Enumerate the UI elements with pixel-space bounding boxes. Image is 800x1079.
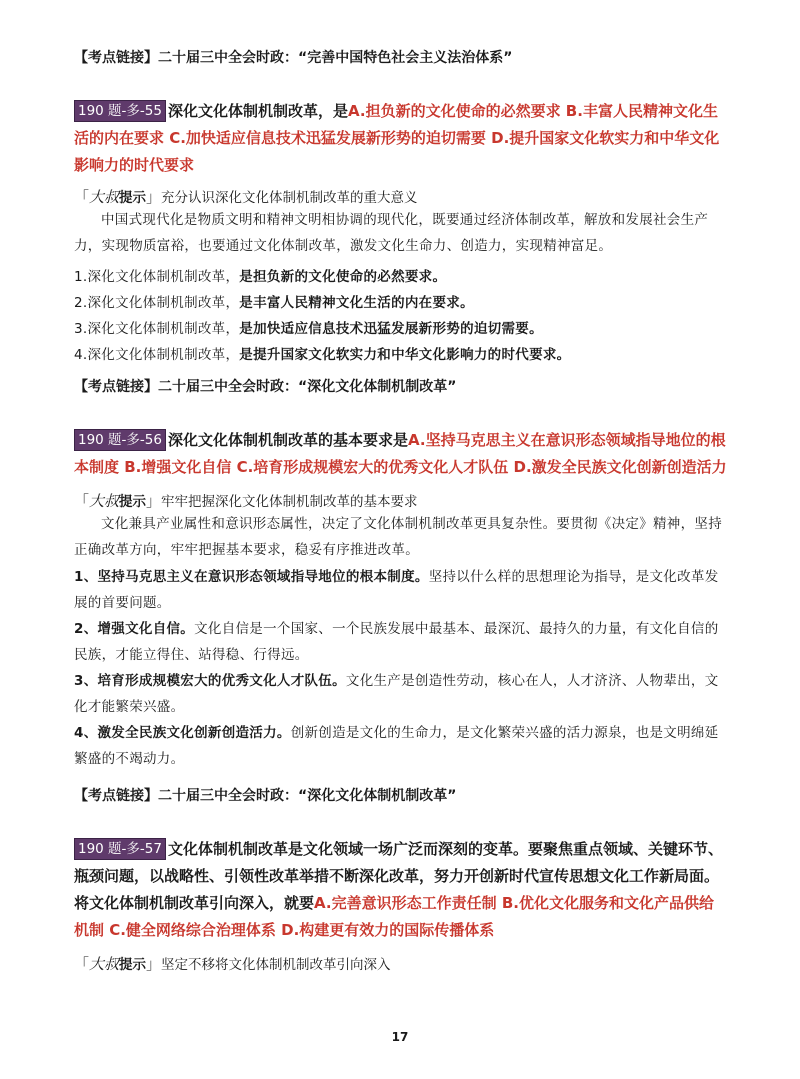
- tip-open-bracket: 「: [74, 955, 90, 973]
- intro-paragraph: 文化兼具产业属性和意识形态属性，决定了文化体制机制改革更具复杂性。要贯彻《决定》精神，坚持正确改革方向，牢牢把握基本要求，稳妥有序推进改革。: [74, 516, 722, 558]
- question-answer: A.担负新的文化使命的必然要求 B.丰富人民精神文化生活的内在要求 C.加快适应信息技术迅猛发展新形势的迫切需要 D.提升国家文化软实力和中华文化影响力的时代要求: [74, 102, 720, 174]
- exam-link-line: [74, 48, 512, 68]
- exam-link-line: [74, 786, 456, 806]
- link-prefix: 【考点链接】: [74, 788, 158, 804]
- tip-word: 提示: [119, 957, 147, 973]
- tip-word: 提示: [119, 494, 147, 510]
- item-prefix: 2.深化文化体制机制改革，: [74, 295, 240, 311]
- link-text: 二十届三中全会时政：“深化文化体制机制改革”: [158, 788, 457, 804]
- tip-open-bracket: 「: [74, 188, 90, 206]
- page-number: 17: [391, 1030, 409, 1044]
- item-prefix: 1.深化文化体制机制改革，: [74, 269, 240, 285]
- question-answer: A.完善意识形态工作责任制 B.优化文化服务和文化产品供给机制 C.健全网络综合治理体系 D.构建更有效力的国际传播体系: [74, 894, 714, 939]
- uncle-tip: [74, 953, 391, 976]
- item-bold: 是提升国家文化软实力和中华文化影响力的时代要求。: [239, 347, 571, 363]
- tip-name: 大叔: [89, 492, 120, 510]
- list-item: [74, 616, 728, 668]
- item-prefix: 3.深化文化体制机制改革，: [74, 321, 240, 337]
- item-text: 坚持以什么样的思想理论为指导，是文化改革发展的首要问题。: [74, 569, 719, 611]
- link-prefix: 【考点链接】: [74, 50, 158, 66]
- list-item: [74, 290, 728, 316]
- link-text: 二十届三中全会时政：“深化文化体制机制改革”: [158, 379, 457, 395]
- question-56: [74, 427, 728, 481]
- list-item: [74, 342, 728, 368]
- question-tag: 190 题-多-55: [74, 100, 166, 122]
- tip-close-bracket: 」: [146, 492, 162, 510]
- question-answer: A.坚持马克思主义在意识形态领域指导地位的根本制度 B.增强文化自信 C.培育形成规模宏大的优秀文化人才队伍 D.激发全民族文化创新创造活力: [74, 431, 727, 476]
- item-bold: 是加快适应信息技术迅猛发展新形势的迫切需要。: [239, 321, 543, 337]
- tip-text: 坚定不移将文化体制机制改革引向深入: [161, 957, 391, 973]
- list-item: [74, 264, 728, 290]
- uncle-tip: [74, 490, 418, 513]
- item-bold: 2、增强文化自信。: [74, 621, 195, 637]
- tip-open-bracket: 「: [74, 492, 90, 510]
- q55-items: [74, 264, 728, 368]
- link-prefix: 【考点链接】: [74, 379, 158, 395]
- q56-items: [74, 564, 728, 772]
- link-text: 二十届三中全会时政：“完善中国特色社会主义法治体系”: [158, 50, 513, 66]
- item-text: 文化自信是一个国家、一个民族发展中最基本、最深沉、最持久的力量，有文化自信的民族，才能立得住、站得稳、行得远。: [74, 621, 719, 663]
- tip-close-bracket: 」: [146, 188, 162, 206]
- question-stem: 深化文化体制机制改革的基本要求是: [167, 431, 408, 449]
- list-item: [74, 720, 728, 772]
- question-57: [74, 836, 728, 944]
- item-prefix: 4.深化文化体制机制改革，: [74, 347, 240, 363]
- tip-close-bracket: 」: [146, 955, 162, 973]
- exam-link-line: [74, 377, 456, 397]
- item-text: 创新创造是文化的生命力，是文化繁荣兴盛的活力源泉，也是文明绵延繁盛的不竭动力。: [74, 725, 719, 767]
- question-tag: 190 题-多-57: [74, 838, 166, 860]
- list-item: [74, 564, 728, 616]
- item-bold: 是担负新的文化使命的必然要求。: [239, 269, 447, 285]
- item-bold: 1、坚持马克思主义在意识形态领域指导地位的根本制度。: [74, 569, 429, 585]
- item-bold: 4、激发全民族文化创新创造活力。: [74, 725, 291, 741]
- tip-text: 牢牢把握深化文化体制机制改革的基本要求: [161, 494, 418, 510]
- tip-word: 提示: [119, 190, 147, 206]
- item-text: 文化生产是创造性劳动，核心在人，人才济济、人物辈出，文化才能繁荣兴盛。: [74, 673, 719, 715]
- question-tag: 190 题-多-56: [74, 429, 166, 451]
- tip-name: 大叔: [89, 955, 120, 973]
- tip-text: 充分认识深化文化体制机制改革的重大意义: [161, 190, 418, 206]
- question-stem: 深化文化体制机制改革，是: [167, 102, 348, 120]
- item-bold: 是丰富人民精神文化生活的内在要求。: [239, 295, 474, 311]
- uncle-tip: [74, 186, 418, 209]
- list-item: [74, 668, 728, 720]
- question-55: [74, 98, 728, 179]
- intro-paragraph: 中国式现代化是物质文明和精神文明相协调的现代化，既要通过经济体制改革，解放和发展社会生产力，实现物质富裕，也要通过文化体制改革，激发文化生命力、创造力，实现精神富足。: [74, 212, 709, 254]
- question-stem: 文化体制机制改革是文化领域一场广泛而深刻的变革。要聚焦重点领域、关键环节、瓶颈问题，以战略性、引领性改革举措不断深化改革，努力开创新时代宣传思想文化工作新局面。将文化体制机制改革引向深入，就要: [74, 840, 723, 912]
- list-item: [74, 316, 728, 342]
- item-bold: 3、培育形成规模宏大的优秀文化人才队伍。: [74, 673, 346, 689]
- tip-name: 大叔: [89, 188, 120, 206]
